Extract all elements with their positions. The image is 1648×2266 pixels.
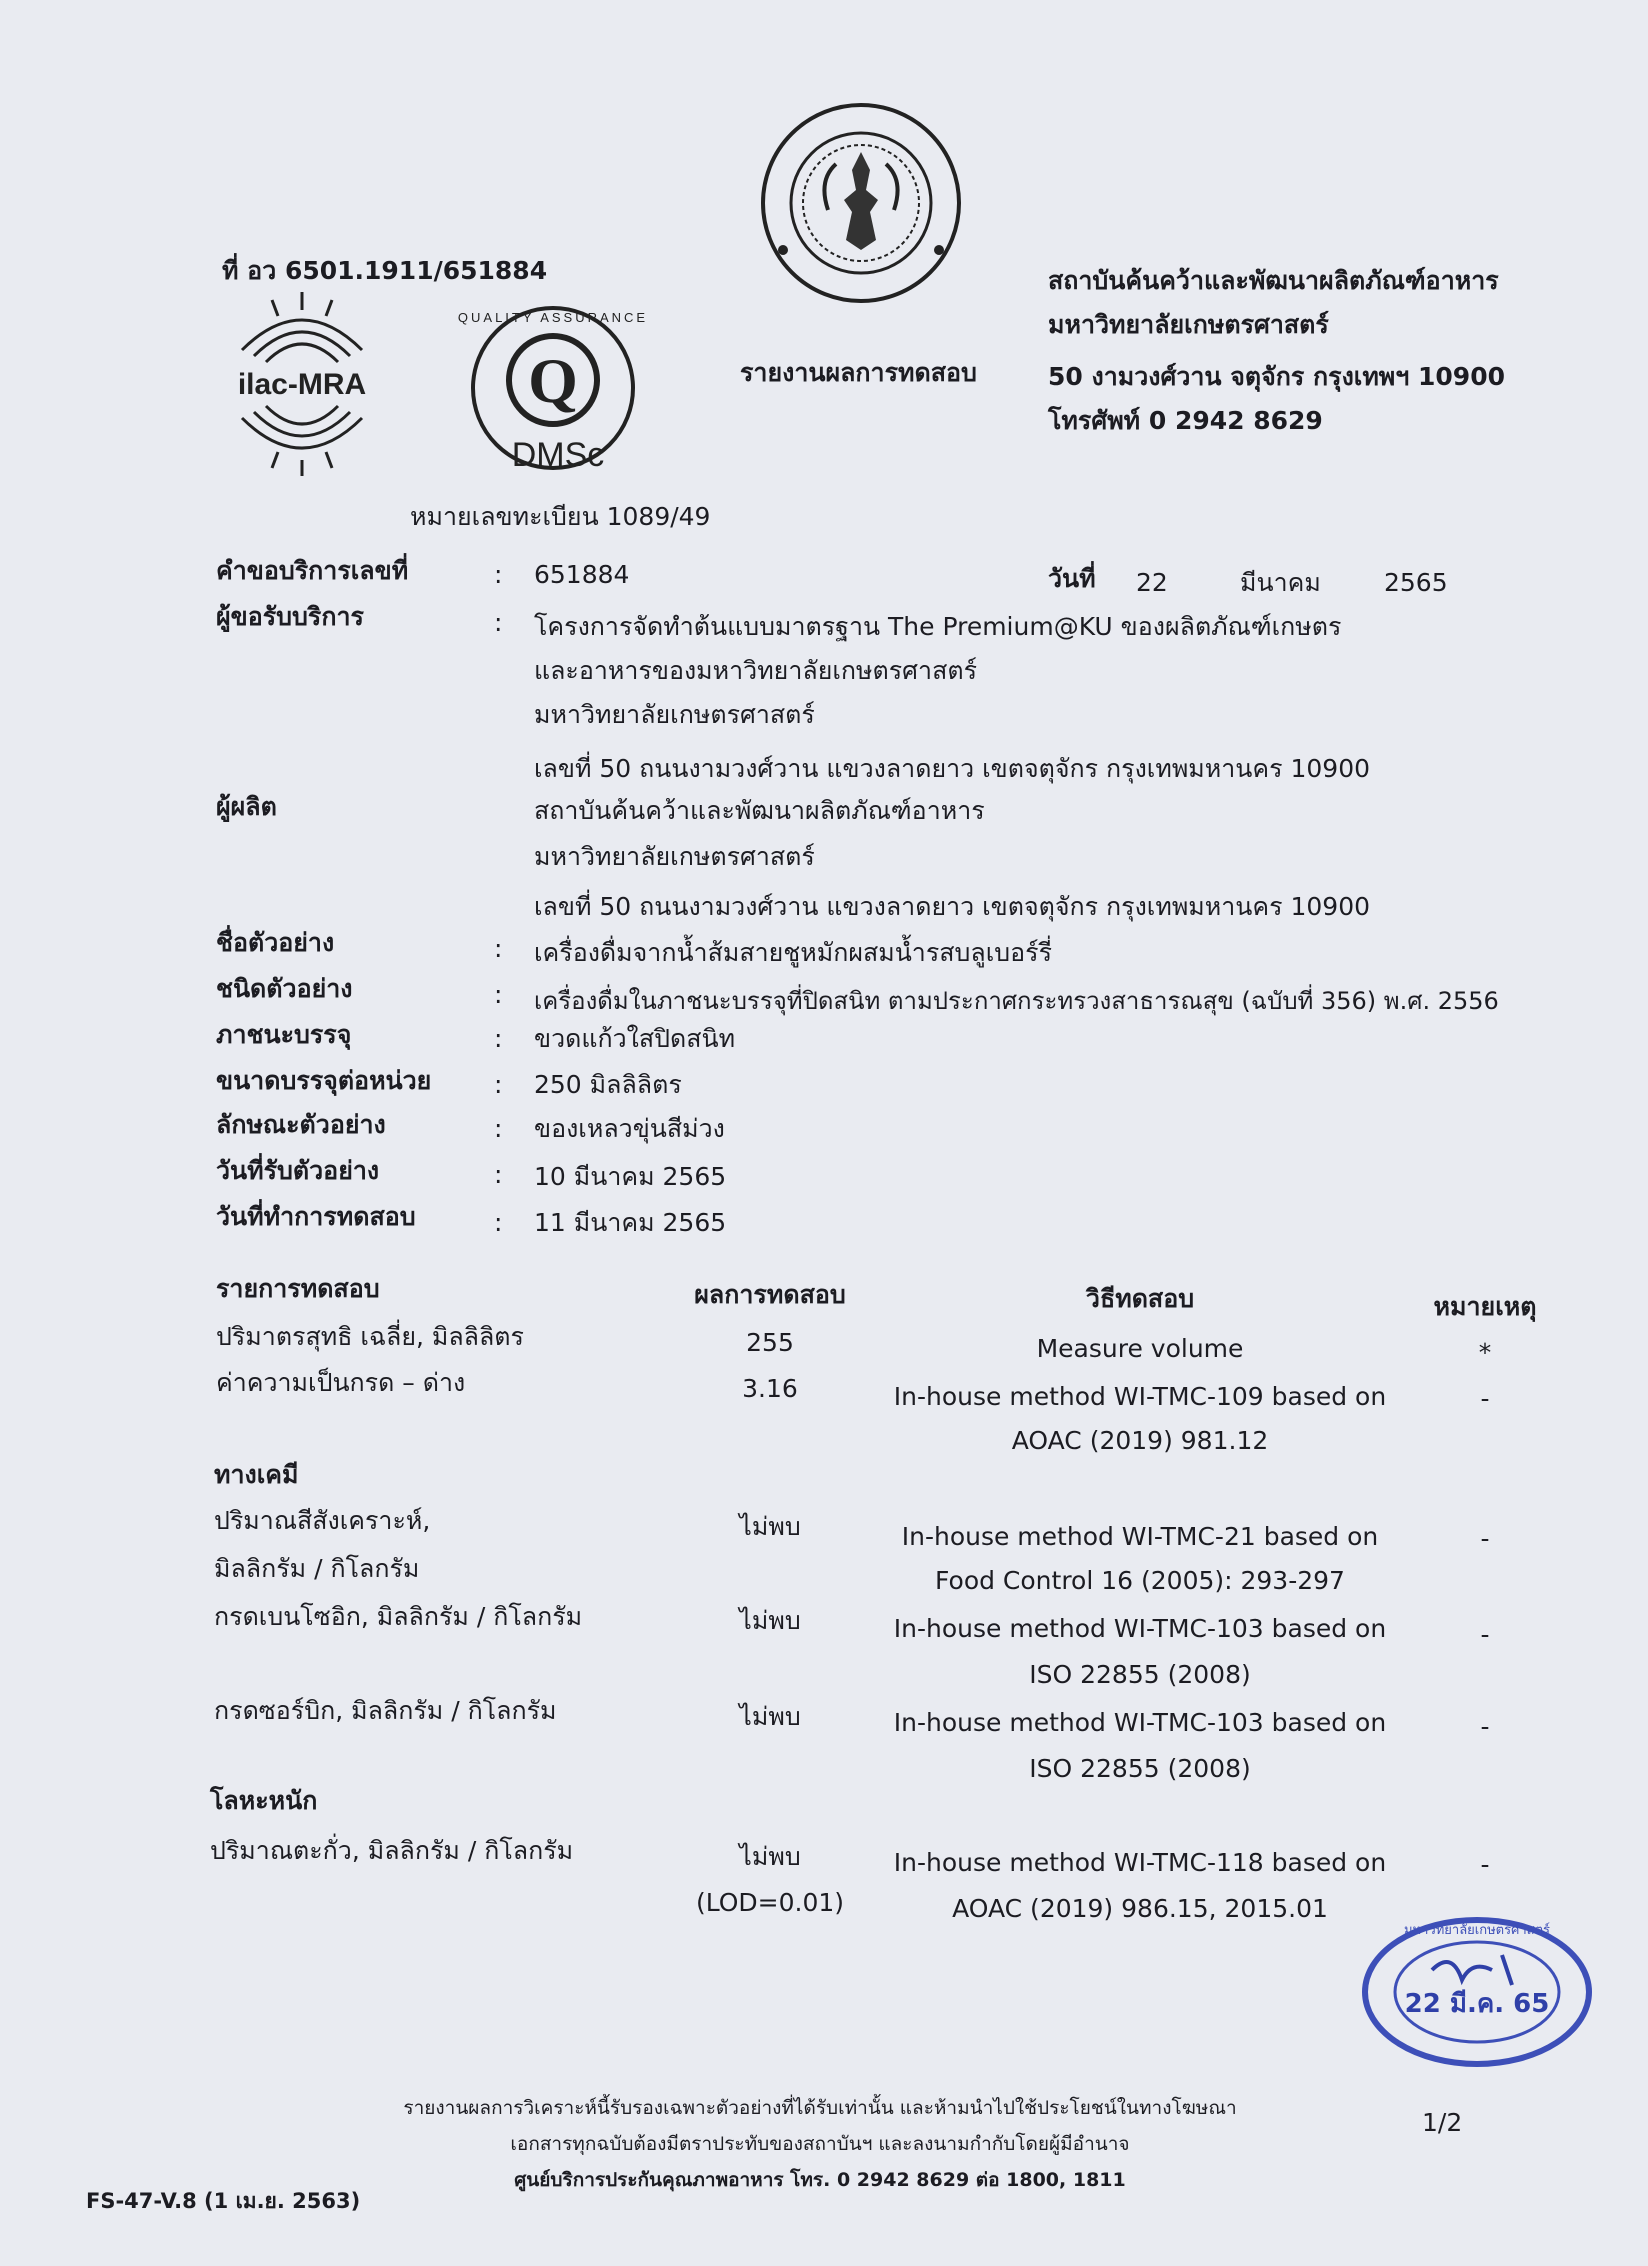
result-item: ปริมาณสีสังเคราะห์, bbox=[214, 1506, 431, 1535]
ilac-mra-logo bbox=[212, 290, 392, 480]
result-method: In-house method WI-TMC-103 based on bbox=[893, 1614, 1387, 1643]
report-title: รายงานผลการทดสอบ bbox=[740, 358, 977, 387]
result-value: ไม่พบ bbox=[739, 1512, 801, 1541]
result-method-ref: AOAC (2019) 981.12 bbox=[1011, 1426, 1269, 1455]
result-method: In-house method WI-TMC-118 based on bbox=[893, 1848, 1387, 1877]
field-label: ชนิดตัวอย่าง bbox=[216, 974, 353, 1003]
result-method: Measure volume bbox=[1036, 1334, 1244, 1363]
result-value: ไม่พบ bbox=[739, 1842, 801, 1871]
result-method-ref: ISO 22855 (2008) bbox=[1029, 1660, 1251, 1689]
result-item-unit: มิลลิกรัม / กิโลกรัม bbox=[214, 1554, 420, 1583]
field-label: วันที่รับตัวอย่าง bbox=[216, 1156, 380, 1185]
colon: : bbox=[494, 560, 503, 589]
producer-line: สถาบันค้นคว้าและพัฒนาผลิตภัณฑ์อาหาร bbox=[534, 796, 985, 825]
registration-number: หมายเลขทะเบียน 1089/49 bbox=[410, 502, 711, 531]
result-item: ปริมาณตะกั่ว, มิลลิกรัม / กิโลกรัม bbox=[210, 1836, 574, 1865]
approval-stamp bbox=[1352, 1910, 1602, 2070]
section-heading-heavy-metals: โลหะหนัก bbox=[210, 1786, 318, 1815]
col-header-result: ผลการทดสอบ bbox=[694, 1280, 846, 1309]
org-name: สถาบันค้นคว้าและพัฒนาผลิตภัณฑ์อาหาร bbox=[1048, 266, 1499, 295]
colon: : bbox=[494, 1208, 503, 1237]
field-value: 250 มิลลิลิตร bbox=[534, 1070, 682, 1099]
date-month: มีนาคม bbox=[1240, 568, 1321, 597]
col-header-remark: หมายเหตุ bbox=[1433, 1292, 1537, 1321]
producer-line: เลขที่ 50 ถนนงามวงศ์วาน แขวงลาดยาว เขตจตุจักร กรุงเทพมหานคร 10900 bbox=[534, 892, 1371, 921]
result-method-ref: ISO 22855 (2008) bbox=[1029, 1754, 1251, 1783]
footer-seal-note: เอกสารทุกฉบับต้องมีตราประทับของสถาบันฯ และลงนามกำกับโดยผู้มีอำนาจ bbox=[510, 2133, 1130, 2155]
client-line: และอาหารของมหาวิทยาลัยเกษตรศาสตร์ bbox=[534, 656, 977, 685]
col-header-method: วิธีทดสอบ bbox=[1085, 1284, 1195, 1313]
result-item: กรดซอร์บิก, มิลลิกรัม / กิโลกรัม bbox=[214, 1696, 557, 1725]
field-label: ชื่อตัวอย่าง bbox=[216, 928, 335, 957]
request-value: 651884 bbox=[534, 560, 630, 589]
footer-disclaimer: รายงานผลการวิเคราะห์นี้รับรองเฉพาะตัวอย่างที่ได้รับเท่านั้น และห้ามนำไปใช้ประโยชน์ในทางโฆษณา bbox=[403, 2097, 1237, 2119]
org-phone: โทรศัพท์ 0 2942 8629 bbox=[1048, 406, 1323, 435]
colon: : bbox=[494, 1024, 503, 1053]
page-number: 1/2 bbox=[1422, 2108, 1463, 2137]
dmsc-letter: Q bbox=[528, 345, 578, 416]
colon: : bbox=[494, 1160, 503, 1189]
result-lod: (LOD=0.01) bbox=[695, 1888, 845, 1917]
result-remark: - bbox=[1480, 1384, 1490, 1413]
client-line: มหาวิทยาลัยเกษตรศาสตร์ bbox=[534, 700, 815, 729]
colon: : bbox=[494, 608, 503, 637]
dmsc-ring-text: QUALITY ASSURANCE bbox=[458, 310, 648, 325]
field-value: ของเหลวขุ่นสีม่วง bbox=[534, 1114, 725, 1143]
dmsc-text: DMSc bbox=[511, 436, 605, 474]
stamp-date: 22 มี.ค. 65 bbox=[1404, 1989, 1550, 2019]
result-item: ปริมาตรสุทธิ เฉลี่ย, มิลลิลิตร bbox=[216, 1322, 524, 1351]
result-value: 255 bbox=[746, 1328, 794, 1357]
client-label: ผู้ขอรับบริการ bbox=[216, 602, 364, 631]
field-value: เครื่องดื่มจากน้ำส้มสายชูหมักผสมน้ำรสบลูเบอร์รี่ bbox=[534, 938, 1053, 967]
org-address: 50 งามวงศ์วาน จตุจักร กรุงเทพฯ 10900 bbox=[1048, 362, 1505, 391]
client-line: เลขที่ 50 ถนนงามวงศ์วาน แขวงลาดยาว เขตจตุจักร กรุงเทพมหานคร 10900 bbox=[534, 754, 1371, 783]
client-line: โครงการจัดทำต้นแบบมาตรฐาน The Premium@KU ของผลิตภัณฑ์เกษตร bbox=[534, 612, 1342, 641]
result-remark: - bbox=[1480, 1712, 1490, 1741]
university-seal-logo bbox=[758, 100, 964, 306]
result-method: In-house method WI-TMC-21 based on bbox=[901, 1522, 1379, 1551]
date-year: 2565 bbox=[1384, 568, 1448, 597]
result-value: ไม่พบ bbox=[739, 1702, 801, 1731]
colon: : bbox=[494, 1114, 503, 1143]
field-label: วันที่ทำการทดสอบ bbox=[216, 1202, 416, 1231]
result-remark: - bbox=[1480, 1620, 1490, 1649]
document-number: ที่ อว 6501.1911/651884 bbox=[222, 256, 548, 285]
producer-label: ผู้ผลิต bbox=[216, 792, 277, 821]
footer-contact: ศูนย์บริการประกันคุณภาพอาหาร โทร. 0 2942 8629 ต่อ 1800, 1811 bbox=[514, 2169, 1126, 2191]
result-remark: - bbox=[1480, 1524, 1490, 1553]
result-item: กรดเบนโซอิก, มิลลิกรัม / กิโลกรัม bbox=[214, 1602, 583, 1631]
field-value: เครื่องดื่มในภาชนะบรรจุที่ปิดสนิท ตามประกาศกระทรวงสาธารณสุข (ฉบับที่ 356) พ.ศ. 2556 bbox=[534, 987, 1499, 1015]
ilac-logo-text: ilac-MRA bbox=[237, 368, 367, 401]
date-day: 22 bbox=[1136, 568, 1168, 597]
result-remark: - bbox=[1480, 1850, 1490, 1879]
colon: : bbox=[494, 1070, 503, 1099]
dmsc-quality-logo bbox=[458, 300, 648, 480]
field-value: 10 มีนาคม 2565 bbox=[534, 1162, 727, 1191]
section-heading-chemistry: ทางเคมี bbox=[214, 1460, 299, 1489]
org-university: มหาวิทยาลัยเกษตรศาสตร์ bbox=[1048, 310, 1329, 339]
result-item: ค่าความเป็นกรด – ด่าง bbox=[216, 1368, 466, 1397]
field-label: ภาชนะบรรจุ bbox=[216, 1020, 352, 1049]
result-method: In-house method WI-TMC-103 based on bbox=[893, 1708, 1387, 1737]
field-value: 11 มีนาคม 2565 bbox=[534, 1208, 727, 1237]
result-remark: * bbox=[1478, 1338, 1492, 1367]
result-value: 3.16 bbox=[742, 1374, 798, 1403]
colon: : bbox=[494, 934, 503, 963]
date-label: วันที่ bbox=[1048, 564, 1096, 593]
request-label: คำขอบริการเลขที่ bbox=[216, 556, 409, 585]
producer-line: มหาวิทยาลัยเกษตรศาสตร์ bbox=[534, 842, 815, 871]
result-method-ref: Food Control 16 (2005): 293-297 bbox=[935, 1566, 1345, 1595]
result-method-ref: AOAC (2019) 986.15, 2015.01 bbox=[952, 1894, 1328, 1923]
field-label: ขนาดบรรจุต่อหน่วย bbox=[216, 1066, 432, 1095]
stamp-ring-text: มหาวิทยาลัยเกษตรศาสตร์ bbox=[1403, 1923, 1551, 1938]
result-method: In-house method WI-TMC-109 based on bbox=[893, 1382, 1387, 1411]
form-code: FS-47-V.8 (1 เม.ย. 2563) bbox=[86, 2189, 361, 2213]
field-value: ขวดแก้วใสปิดสนิท bbox=[534, 1024, 736, 1053]
colon: : bbox=[494, 980, 503, 1009]
field-label: ลักษณะตัวอย่าง bbox=[216, 1110, 386, 1139]
result-value: ไม่พบ bbox=[739, 1606, 801, 1635]
col-header-item: รายการทดสอบ bbox=[216, 1274, 380, 1303]
